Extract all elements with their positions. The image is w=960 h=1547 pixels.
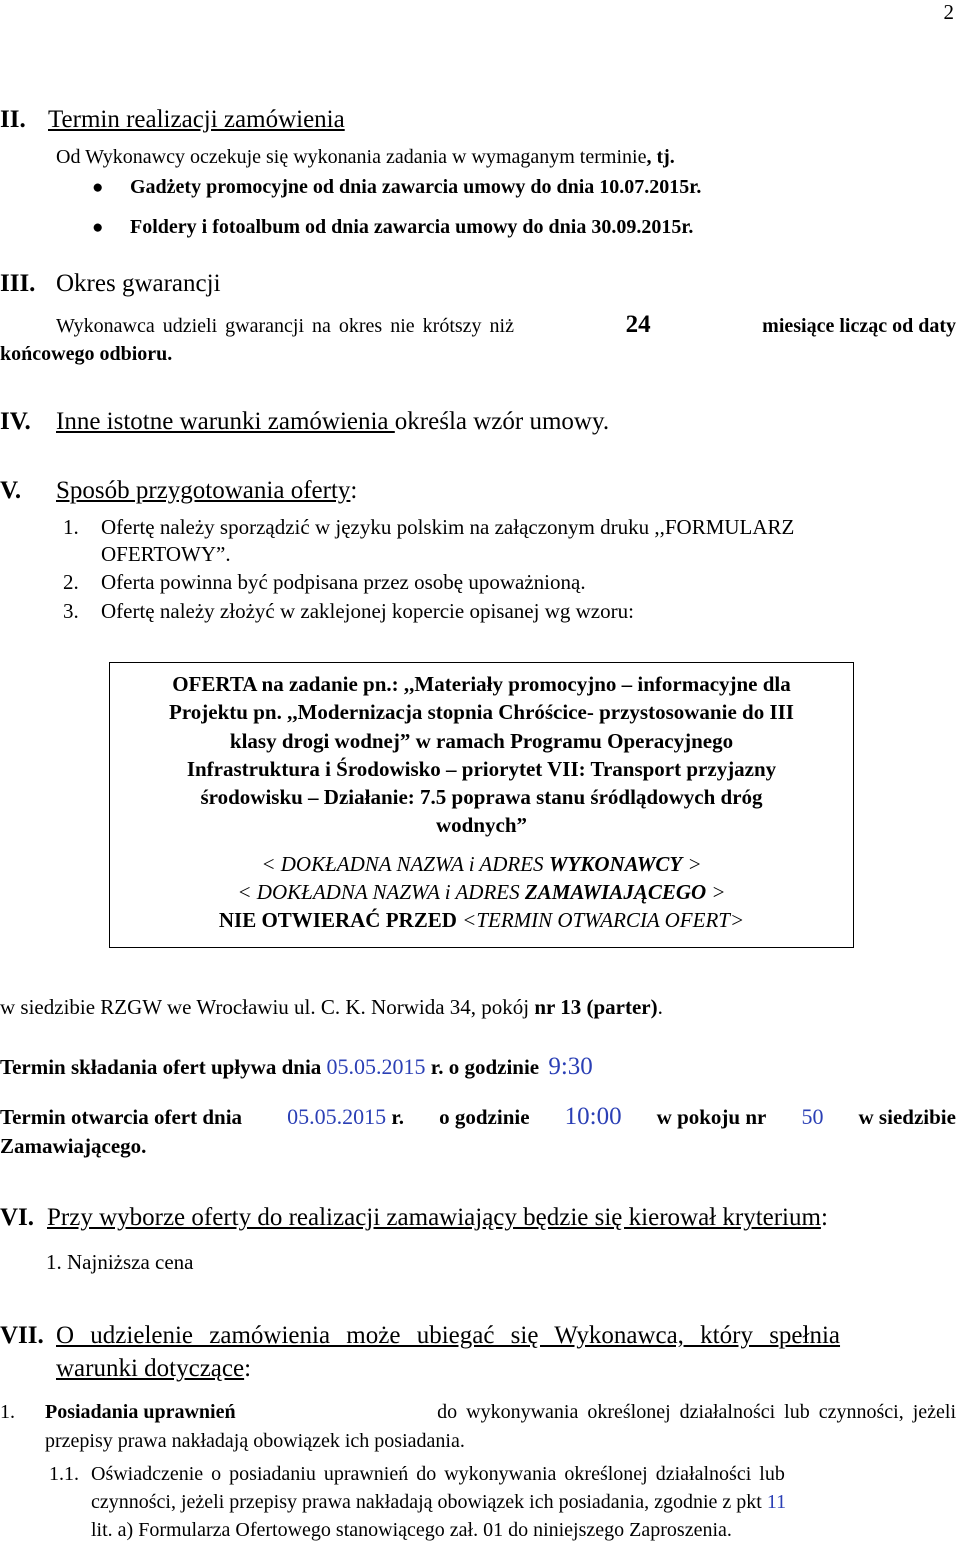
opening-date: 05.05.2015 [287, 1104, 387, 1129]
section-2-heading [0, 106, 345, 134]
requirement-1-line2: przepisy prawa nakładają obowiązek ich posiadania. [45, 1430, 465, 1452]
submission-deadline [0, 1053, 593, 1081]
box-line-orderer [110, 880, 853, 905]
list-item-number: 3. [63, 599, 79, 623]
page-number: 2 [943, 0, 954, 24]
list-item-continuation: OFERTOWY”. [101, 542, 231, 566]
list-item-text: Oferta powinna być podpisana przez osobę upoważnioną. [101, 570, 586, 594]
deadline-date: 05.05.2015 [326, 1054, 426, 1079]
section-2-intro-end: , tj. [646, 146, 675, 168]
submission-place-text: w siedzibie RZGW we Wrocławiu ul. C. K. Norwida 34, pokój [0, 995, 535, 1019]
section-3-heading [0, 270, 221, 298]
list-item [63, 570, 586, 595]
box-line-contractor-b: WYKONAWCY [548, 852, 683, 876]
bullet-icon: ● [92, 217, 104, 238]
bullet-icon: ● [92, 177, 104, 198]
section-3-line1 [56, 311, 956, 339]
opening-time: 10:00 [564, 1103, 622, 1130]
list-item-number: 1. [63, 515, 79, 539]
box-line-5: środowisku – Działanie: 7.5 poprawa stanu śródlądowych dróg [200, 785, 763, 809]
section-2-intro-text: Od Wykonawcy oczekuje się wykonania zadania w wymaganym terminie [56, 146, 647, 168]
box-line-do-not-open [110, 908, 853, 933]
opening-seat-label: w siedzibie [858, 1105, 956, 1129]
box-line-4: Infrastruktura i Środowisko – priorytet VII: Transport przyjazny [186, 757, 777, 781]
box-line-do-not-open-b: <TERMIN OTWARCIA OFERT> [462, 908, 745, 932]
section-7-number: VII. [0, 1322, 44, 1349]
section-7-title-line2 [56, 1355, 251, 1383]
box-line-2: Projektu pn. ,,Modernizacja stopnia Chróścice- przystosowanie do III [169, 700, 794, 724]
requirement-1-number: 1. [0, 1401, 15, 1423]
section-4-number: IV. [0, 408, 31, 435]
section-3-text-bold: miesiące licząc od daty [762, 315, 956, 337]
box-line-3: klasy drogi wodnej” w ramach Programu Operacyjnego [229, 729, 734, 753]
list-item [92, 176, 702, 199]
section-6-colon: : [820, 1204, 828, 1231]
box-line-orderer-b: ZAMAWIAJĄCEGO [524, 880, 707, 904]
section-7-number-wrap [0, 1322, 44, 1350]
section-3-number: III. [0, 270, 36, 297]
opening-line [0, 1103, 956, 1131]
opening-hour-label: o godzinie [439, 1105, 530, 1129]
list-item-text: Ofertę należy sporządzić w języku polskim na załączonym druku ,,FORMULARZ [101, 515, 795, 539]
requirement-1-1-number: 1.1. [49, 1463, 79, 1485]
section-6-number: VI. [0, 1204, 35, 1231]
section-3-title: Okres gwarancji [56, 270, 221, 297]
section-6-heading [0, 1204, 828, 1232]
section-7-colon: : [244, 1355, 252, 1382]
requirement-1-1-line2 [91, 1491, 786, 1514]
box-line-contractor [110, 852, 853, 877]
requirement-1-line1 [45, 1401, 956, 1424]
section-5-heading [0, 477, 358, 505]
submission-room: nr 13 (parter) [534, 995, 658, 1019]
section-7-title-line1 [56, 1322, 956, 1350]
section-5-colon: : [350, 477, 358, 504]
section-4-heading [0, 408, 610, 436]
criterion-item: 1. Najniższa cena [46, 1250, 194, 1274]
requirement-1-1-line3: lit. a) Formularza Ofertowego stanowiącego zał. 01 do niniejszego Zaproszenia. [91, 1519, 732, 1541]
list-item [92, 216, 694, 239]
section-2-title: Termin realizacji zamówienia [48, 106, 345, 133]
deadline-hour-label: r. o godzinie [430, 1055, 540, 1079]
section-4-title: Inne istotne warunki zamówienia [56, 408, 395, 435]
box-line-contractor-c: > [682, 852, 702, 876]
opening-room-label: w pokoju nr [656, 1105, 767, 1129]
submission-place [0, 995, 663, 1020]
section-6-title: Przy wyborze oferty do realizacji zamawiający będzie się kierował kryterium [47, 1204, 821, 1231]
box-line-do-not-open-a: NIE OTWIERAĆ PRZED [218, 908, 463, 932]
box-line-1: OFERTA na zadanie pn.: ,,Materiały promocyjno – informacyjne dla [172, 672, 791, 696]
opening-label: Termin otwarcia ofert dnia [0, 1105, 243, 1129]
submission-place-end: . [657, 995, 663, 1019]
requirement-1-1-point: 11 [766, 1491, 787, 1513]
requirement-1-1-line1 [91, 1463, 956, 1486]
requirement-1-bold: Posiadania uprawnień [45, 1401, 236, 1423]
list-item [63, 515, 795, 540]
list-item-number: 2. [63, 570, 79, 594]
section-5-number: V. [0, 477, 22, 504]
box-line-6: wodnych” [435, 813, 528, 837]
section-5-title: Sposób przygotowania oferty [56, 477, 351, 504]
envelope-label-box [109, 662, 854, 948]
opening-line-2: Zamawiającego. [0, 1134, 147, 1158]
list-item [63, 599, 634, 624]
section-2-number: II. [0, 106, 26, 133]
list-item-text: Ofertę należy złożyć w zaklejonej kopercie opisanej wg wzoru: [101, 599, 634, 623]
box-line-orderer-a: < DOKŁADNA NAZWA i ADRES [237, 880, 525, 904]
section-7-title-2: warunki dotyczące [56, 1355, 245, 1382]
requirement-1-1-text-2: czynności, jeżeli przepisy prawa nakładają obowiązek ich posiadania, zgodnie z pkt [91, 1491, 767, 1513]
list-item-text: Gadżety promocyjne od dnia zawarcia umowy do dnia 10.07.2015r. [130, 176, 702, 198]
opening-r: r. [391, 1105, 405, 1129]
section-7-title-1: O udzielenie zamówienia może ubiegać się Wykonawca, który spełnia [56, 1322, 841, 1349]
requirement-1-rest: do wykonywania określonej działalności lub czynności, jeżeli [437, 1401, 956, 1423]
warranty-months: 24 [625, 311, 651, 338]
deadline-label: Termin składania ofert upływa dnia [0, 1055, 322, 1079]
section-3-text: Wykonawca udzieli gwarancji na okres nie krótszy niż [56, 315, 514, 337]
list-item-text: Foldery i fotoalbum od dnia zawarcia umowy do dnia 30.09.2015r. [130, 216, 694, 238]
deadline-time: 9:30 [548, 1053, 593, 1080]
requirement-1-1-text-1: Oświadczenie o posiadaniu uprawnień do wykonywania określonej działalności lub [91, 1463, 785, 1485]
box-line-contractor-a: < DOKŁADNA NAZWA i ADRES [261, 852, 549, 876]
opening-room: 50 [801, 1104, 824, 1129]
box-line-orderer-c: > [706, 880, 726, 904]
section-4-title-rest: określa wzór umowy. [394, 408, 610, 435]
section-3-line2: końcowego odbioru. [0, 343, 173, 365]
section-2-intro [56, 146, 675, 169]
